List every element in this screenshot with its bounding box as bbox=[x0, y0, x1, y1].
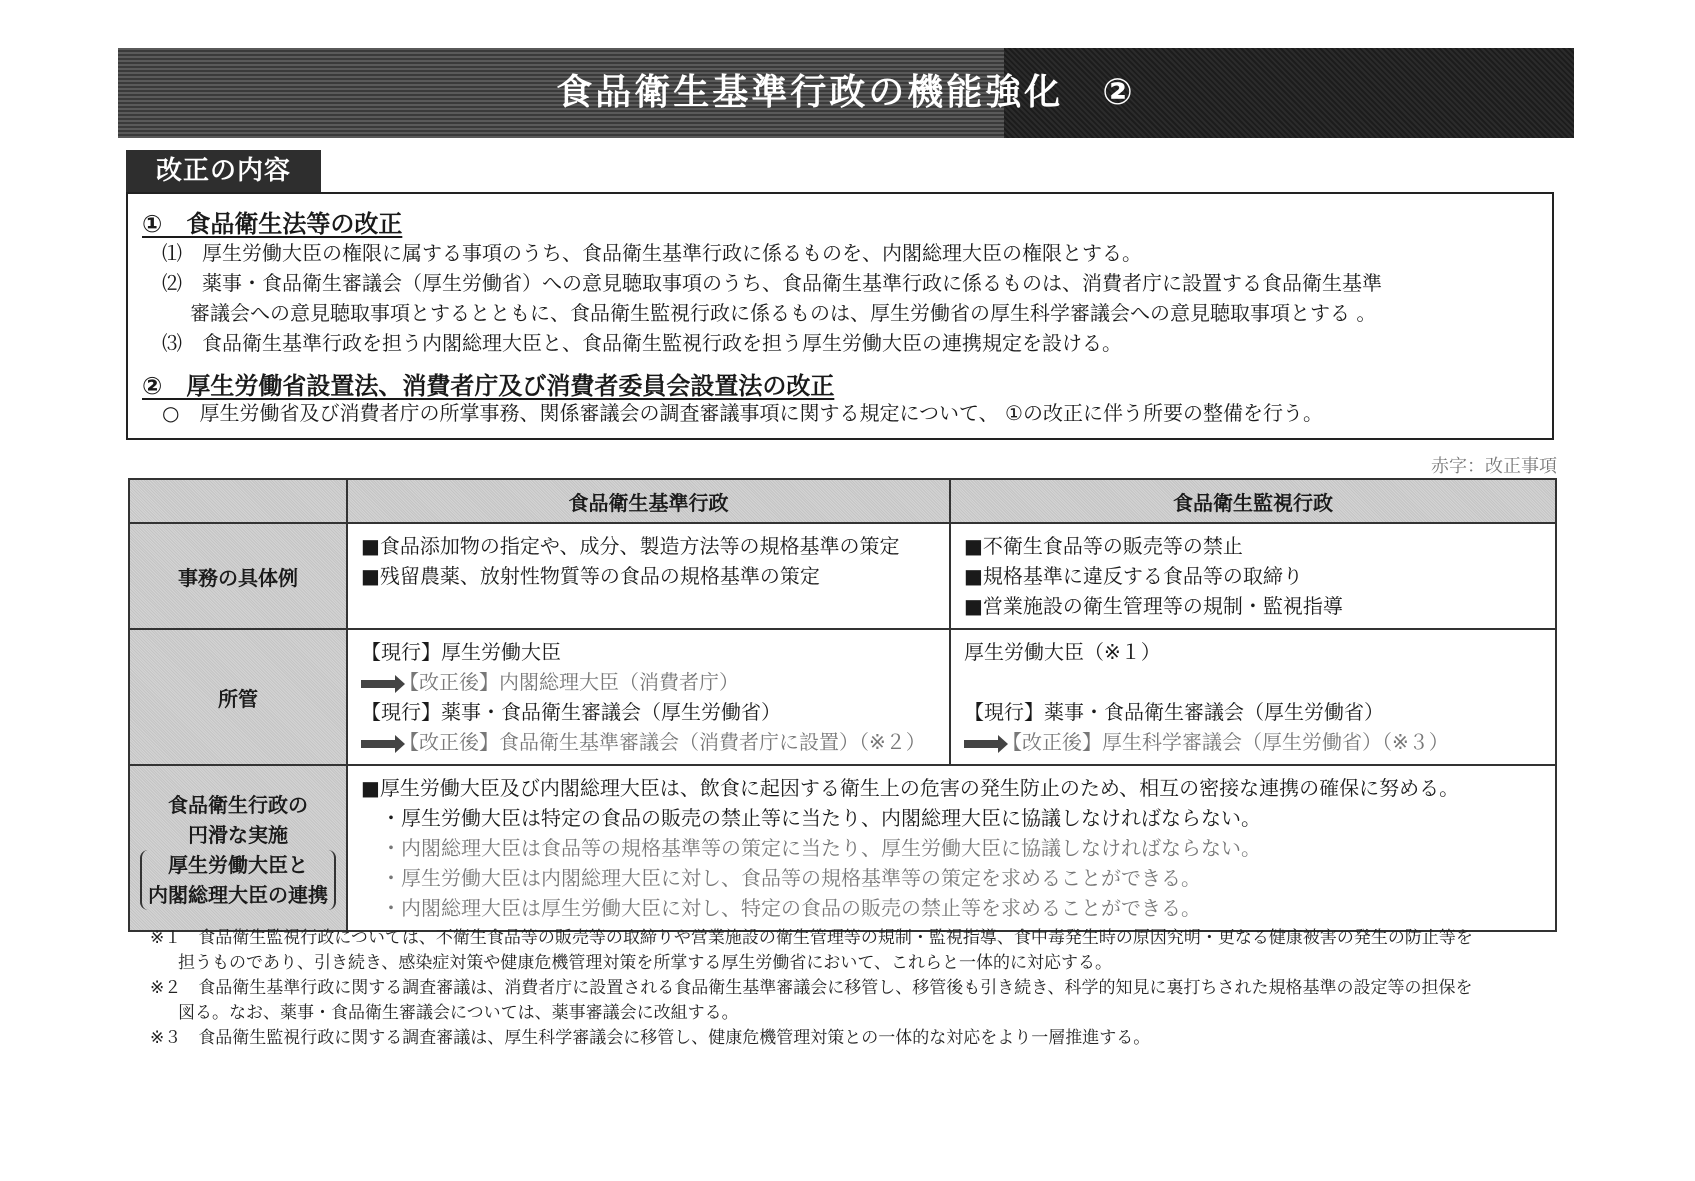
cell-line: ■残留農薬、放射性物質等の食品の規格基準の策定 bbox=[361, 564, 820, 588]
footnote: ※１ 食品衛生監視行政については、不衛生食品等の販売等の取締りや営業施設の衛生管理等の規制・監視指導、食中毒発生時の原因究明・更なる健康被害の発生の防止等を bbox=[150, 928, 1473, 948]
arrow-right-icon bbox=[964, 740, 1000, 748]
heading-establishment-acts: ② 厚生労働省設置法、消費者庁及び消費者委員会設置法の改正 bbox=[142, 372, 835, 400]
table-cell bbox=[347, 765, 1556, 931]
row-header-line: 円滑な実施 bbox=[188, 822, 288, 847]
table-cell bbox=[347, 523, 950, 629]
cell-line: ■厚生労働大臣及び内閣総理大臣は、飲食に起因する衛生上の危害の発生防止のため、相互の密接な連携の確保に努める。 bbox=[361, 776, 1460, 800]
revision-content-box bbox=[126, 192, 1554, 440]
table-row bbox=[129, 765, 1556, 931]
cell-line-amended: 【改正後】食品衛生基準審議会（消費者庁に設置）（※２） bbox=[361, 727, 936, 757]
revision-item-2: ⑵ 薬事・食品衛生審議会（厚生労働省）への意見聴取事項のうち、食品衛生基準行政に係るものは、消費者庁に設置する食品衛生基準 bbox=[162, 271, 1382, 295]
column-header: 食品衛生基準行政 bbox=[347, 479, 950, 523]
revision-item-1: ⑴ 厚生労働大臣の権限に属する事項のうち、食品衛生基準行政に係るものを、内閣総理大臣の権限とする。 bbox=[162, 241, 1142, 265]
cell-line-amended: ・厚生労働大臣は内閣総理大臣に対し、食品等の規格基準等の策定を求めることができる。 bbox=[381, 866, 1201, 890]
row-header-line: 食品衛生行政の bbox=[168, 792, 308, 817]
revision-item-3: ⑶ 食品衛生基準行政を担う内閣総理大臣と、食品衛生監視行政を担う厚生労働大臣の連携規定を設ける。 bbox=[162, 331, 1122, 355]
cell-line: ■不衛生食品等の販売等の禁止 bbox=[964, 534, 1243, 558]
cell-line: 【現行】厚生労働大臣 bbox=[361, 640, 561, 664]
footnote-cont: 図る。なお、薬事・食品衛生審議会については、薬事審議会に改組する。 bbox=[178, 1003, 739, 1023]
cell-line: ■営業施設の衛生管理等の規制・監視指導 bbox=[964, 594, 1343, 618]
row-header: 所管 bbox=[129, 629, 347, 765]
cell-line: ・厚生労働大臣は特定の食品の販売の禁止等に当たり、内閣総理大臣に協議しなければならない。 bbox=[381, 806, 1261, 830]
table-cell bbox=[347, 629, 950, 765]
cell-line: 【現行】薬事・食品衛生審議会（厚生労働省） bbox=[964, 700, 1384, 724]
column-header: 食品衛生監視行政 bbox=[950, 479, 1556, 523]
legend-note: 赤字：改正事項 bbox=[1431, 456, 1557, 477]
table-row bbox=[129, 523, 1556, 629]
row-header-line: 内閣総理大臣の連携 bbox=[148, 882, 328, 907]
comparison-table bbox=[128, 478, 1557, 932]
footnote: ※３ 食品衛生監視行政に関する調査審議は、厚生科学審議会に移管し、健康危機管理対策との一体的な対応をより一層推進する。 bbox=[150, 1028, 1151, 1048]
row-header-bracket bbox=[140, 850, 336, 910]
cell-line-amended: ・内閣総理大臣は食品等の規格基準等の策定に当たり、厚生労働大臣に協議しなければならない。 bbox=[381, 836, 1261, 860]
cell-line: ■規格基準に違反する食品等の取締り bbox=[964, 564, 1303, 588]
section-label: 改正の内容 bbox=[126, 150, 321, 192]
arrow-right-icon bbox=[361, 680, 397, 688]
table-cell bbox=[950, 629, 1556, 765]
footnotes bbox=[150, 926, 1473, 1051]
cell-line: ■食品添加物の指定や、成分、製造方法等の規格基準の策定 bbox=[361, 534, 900, 558]
table-header-row bbox=[129, 479, 1556, 523]
revision-item-4: ○ 厚生労働省及び消費者庁の所掌事務、関係審議会の調査審議事項に関する規定について、 ①の改正に伴う所要の整備を行う。 bbox=[162, 401, 1323, 425]
cell-line-amended: ・内閣総理大臣は厚生労働大臣に対し、特定の食品の販売の禁止等を求めることができる。 bbox=[381, 896, 1201, 920]
cell-line: 【現行】薬事・食品衛生審議会（厚生労働省） bbox=[361, 700, 781, 724]
row-header bbox=[129, 765, 347, 931]
page-title: 食品衛生基準行政の機能強化 ② bbox=[556, 72, 1136, 113]
footnote-cont: 担うものであり、引き続き、感染症対策や健康危機管理対策を所掌する厚生労働省において、これらと一体的に対応する。 bbox=[178, 953, 1112, 973]
table-row bbox=[129, 629, 1556, 765]
revision-item-2-cont: 審議会への意見聴取事項とするとともに、食品衛生監視行政に係るものは、厚生労働省の厚生科学審議会への意見聴取事項とする 。 bbox=[190, 301, 1377, 325]
arrow-right-icon bbox=[361, 740, 397, 748]
cell-line-amended: 【改正後】内閣総理大臣（消費者庁） bbox=[361, 667, 936, 697]
corner-cell bbox=[129, 479, 347, 523]
footnote: ※２ 食品衛生基準行政に関する調査審議は、消費者庁に設置される食品衛生基準審議会に移管し、移管後も引き続き、科学的知見に裏打ちされた規格基準の設定等の担保を bbox=[150, 978, 1473, 998]
table-cell bbox=[950, 523, 1556, 629]
title-banner bbox=[118, 48, 1574, 138]
heading-food-sanitation-act: ① 食品衛生法等の改正 bbox=[142, 210, 403, 238]
cell-line: 厚生労働大臣（※１） bbox=[964, 640, 1161, 664]
cell-line-amended: 【改正後】厚生科学審議会（厚生労働省）（※３） bbox=[964, 727, 1542, 757]
row-header-line: 厚生労働大臣と bbox=[168, 852, 308, 877]
row-header: 事務の具体例 bbox=[129, 523, 347, 629]
